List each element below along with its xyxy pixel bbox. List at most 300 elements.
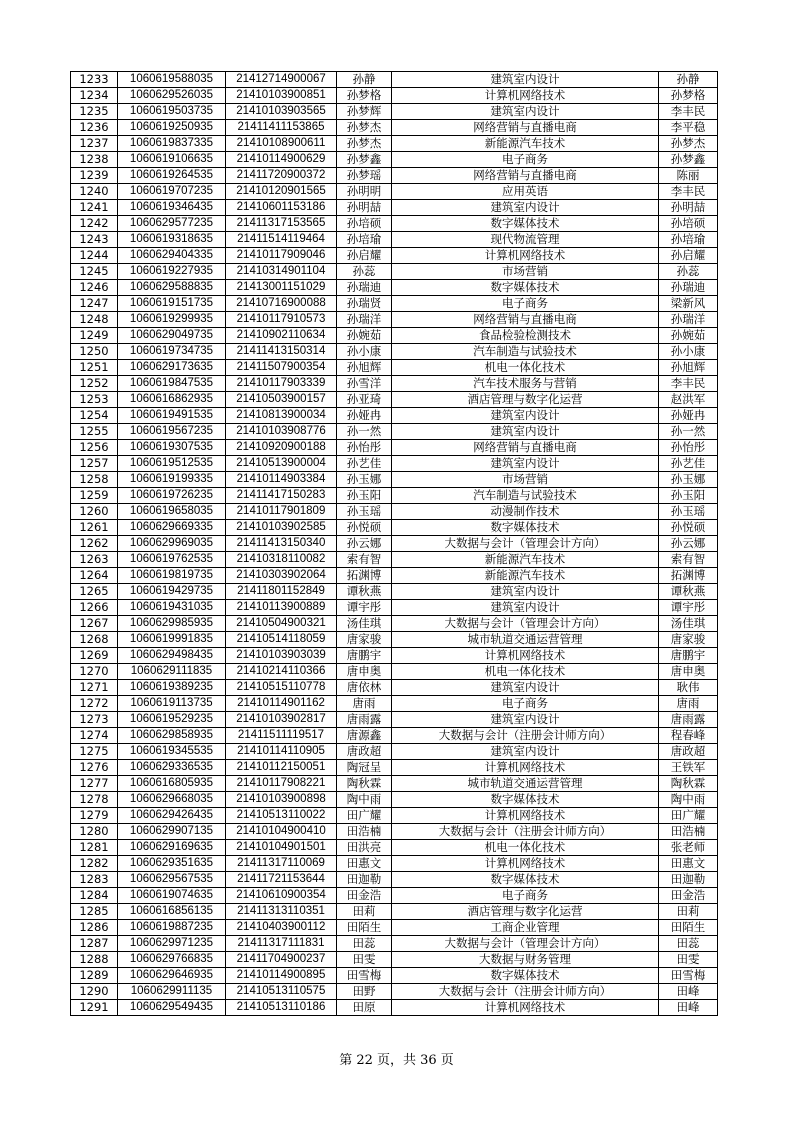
table-row: [71, 984, 718, 1000]
registration-number-cell: 21410515110778: [226, 680, 337, 696]
student-name-cell: 田陌生: [337, 920, 392, 936]
major-cell: 工商企业管理: [392, 920, 659, 936]
registration-number-cell: 21410104900410: [226, 824, 337, 840]
student-name-cell: 唐申奥: [337, 664, 392, 680]
row-number-cell: 1267: [71, 616, 118, 632]
exam-number-cell: 1060619074635: [118, 888, 226, 904]
major-cell: 食品检验检测技术: [392, 328, 659, 344]
contact-name-cell: 孙瑞洋: [659, 312, 718, 328]
major-cell: 建筑室内设计: [392, 72, 659, 88]
row-number-cell: 1268: [71, 632, 118, 648]
exam-number-cell: 1060619512535: [118, 456, 226, 472]
exam-number-cell: 1060629646935: [118, 968, 226, 984]
major-cell: 网络营销与直播电商: [392, 440, 659, 456]
student-name-cell: 孙瑞迪: [337, 280, 392, 296]
exam-number-cell: 1060619113735: [118, 696, 226, 712]
registration-number-cell: 21410114900895: [226, 968, 337, 984]
table-row: [71, 488, 718, 504]
registration-number-cell: 21410513110575: [226, 984, 337, 1000]
exam-number-cell: 1060619151735: [118, 296, 226, 312]
contact-name-cell: 孙云娜: [659, 536, 718, 552]
exam-number-cell: 1060629971235: [118, 936, 226, 952]
roster-table: [70, 71, 718, 1016]
registration-number-cell: 21410113900889: [226, 600, 337, 616]
major-cell: 数字媒体技术: [392, 968, 659, 984]
row-number-cell: 1255: [71, 424, 118, 440]
table-row: [71, 680, 718, 696]
contact-name-cell: 孙玉瑶: [659, 504, 718, 520]
row-number-cell: 1254: [71, 408, 118, 424]
contact-name-cell: 田雪梅: [659, 968, 718, 984]
contact-name-cell: 谭宇彤: [659, 600, 718, 616]
row-number-cell: 1277: [71, 776, 118, 792]
major-cell: 计算机网络技术: [392, 248, 659, 264]
registration-number-cell: 21410103900851: [226, 88, 337, 104]
student-name-cell: 唐雨: [337, 696, 392, 712]
exam-number-cell: 1060619250935: [118, 120, 226, 136]
registration-number-cell: 21410514118059: [226, 632, 337, 648]
major-cell: 城市轨道交通运营管理: [392, 632, 659, 648]
table-row: [71, 296, 718, 312]
student-name-cell: 孙娅冉: [337, 408, 392, 424]
exam-number-cell: 1060629351635: [118, 856, 226, 872]
major-cell: 新能源汽车技术: [392, 552, 659, 568]
exam-number-cell: 1060619588035: [118, 72, 226, 88]
contact-name-cell: 唐申奥: [659, 664, 718, 680]
major-cell: 新能源汽车技术: [392, 568, 659, 584]
student-name-cell: 孙一然: [337, 424, 392, 440]
contact-name-cell: 孙小康: [659, 344, 718, 360]
row-number-cell: 1288: [71, 952, 118, 968]
table-row: [71, 440, 718, 456]
exam-number-cell: 1060619106635: [118, 152, 226, 168]
exam-number-cell: 1060629911135: [118, 984, 226, 1000]
exam-number-cell: 1060629169635: [118, 840, 226, 856]
exam-number-cell: 1060629969035: [118, 536, 226, 552]
contact-name-cell: 孙怡彤: [659, 440, 718, 456]
exam-number-cell: 1060619847535: [118, 376, 226, 392]
row-number-cell: 1262: [71, 536, 118, 552]
exam-number-cell: 1060619567235: [118, 424, 226, 440]
exam-number-cell: 1060629577235: [118, 216, 226, 232]
table-row: [71, 360, 718, 376]
registration-number-cell: 21411317111831: [226, 936, 337, 952]
exam-number-cell: 1060629404335: [118, 248, 226, 264]
row-number-cell: 1286: [71, 920, 118, 936]
table-row: [71, 312, 718, 328]
registration-number-cell: 21410920900188: [226, 440, 337, 456]
major-cell: 酒店管理与数字化运营: [392, 904, 659, 920]
student-name-cell: 孙云娜: [337, 536, 392, 552]
exam-number-cell: 1060616862935: [118, 392, 226, 408]
row-number-cell: 1245: [71, 264, 118, 280]
exam-number-cell: 1060629669335: [118, 520, 226, 536]
registration-number-cell: 21410513900004: [226, 456, 337, 472]
registration-number-cell: 21410108900611: [226, 136, 337, 152]
row-number-cell: 1265: [71, 584, 118, 600]
contact-name-cell: 唐鹏宇: [659, 648, 718, 664]
registration-number-cell: 21412714900067: [226, 72, 337, 88]
row-number-cell: 1284: [71, 888, 118, 904]
contact-name-cell: 陈丽: [659, 168, 718, 184]
row-number-cell: 1264: [71, 568, 118, 584]
table-row: [71, 264, 718, 280]
major-cell: 建筑室内设计: [392, 712, 659, 728]
table-row: [71, 216, 718, 232]
table-row: [71, 408, 718, 424]
registration-number-cell: 21410117909046: [226, 248, 337, 264]
registration-number-cell: 21410610900354: [226, 888, 337, 904]
student-name-cell: 唐政超: [337, 744, 392, 760]
student-name-cell: 唐鹏宇: [337, 648, 392, 664]
registration-number-cell: 21411413150314: [226, 344, 337, 360]
major-cell: 数字媒体技术: [392, 520, 659, 536]
student-name-cell: 拓渊博: [337, 568, 392, 584]
row-number-cell: 1252: [71, 376, 118, 392]
major-cell: 电子商务: [392, 696, 659, 712]
student-name-cell: 孙静: [337, 72, 392, 88]
table-row: [71, 456, 718, 472]
contact-name-cell: 孙悦硕: [659, 520, 718, 536]
row-number-cell: 1233: [71, 72, 118, 88]
row-number-cell: 1234: [71, 88, 118, 104]
major-cell: 汽车制造与试验技术: [392, 488, 659, 504]
table-row: [71, 328, 718, 344]
contact-name-cell: 陶秋霖: [659, 776, 718, 792]
exam-number-cell: 1060629049735: [118, 328, 226, 344]
exam-number-cell: 1060619762535: [118, 552, 226, 568]
table-row: [71, 792, 718, 808]
exam-number-cell: 1060619503735: [118, 104, 226, 120]
major-cell: 数字媒体技术: [392, 872, 659, 888]
exam-number-cell: 1060629498435: [118, 648, 226, 664]
row-number-cell: 1246: [71, 280, 118, 296]
major-cell: 计算机网络技术: [392, 88, 659, 104]
contact-name-cell: 田峰: [659, 984, 718, 1000]
contact-name-cell: 田浩楠: [659, 824, 718, 840]
contact-name-cell: 孙培硕: [659, 216, 718, 232]
registration-number-cell: 21410813900034: [226, 408, 337, 424]
contact-name-cell: 程春峰: [659, 728, 718, 744]
contact-name-cell: 汤佳琪: [659, 616, 718, 632]
row-number-cell: 1248: [71, 312, 118, 328]
major-cell: 大数据与会计（注册会计师方向）: [392, 984, 659, 1000]
row-number-cell: 1281: [71, 840, 118, 856]
contact-name-cell: 田迦勒: [659, 872, 718, 888]
row-number-cell: 1291: [71, 1000, 118, 1016]
student-name-cell: 田金浩: [337, 888, 392, 904]
student-name-cell: 孙培硕: [337, 216, 392, 232]
contact-name-cell: 李丰民: [659, 376, 718, 392]
registration-number-cell: 21411704900237: [226, 952, 337, 968]
major-cell: 城市轨道交通运营管理: [392, 776, 659, 792]
major-cell: 建筑室内设计: [392, 680, 659, 696]
major-cell: 机电一体化技术: [392, 664, 659, 680]
contact-name-cell: 耿伟: [659, 680, 718, 696]
table-row: [71, 472, 718, 488]
major-cell: 应用英语: [392, 184, 659, 200]
major-cell: 网络营销与直播电商: [392, 312, 659, 328]
exam-number-cell: 1060619819735: [118, 568, 226, 584]
major-cell: 动漫制作技术: [392, 504, 659, 520]
exam-number-cell: 1060629173635: [118, 360, 226, 376]
exam-number-cell: 1060629526035: [118, 88, 226, 104]
exam-number-cell: 1060629985935: [118, 616, 226, 632]
exam-number-cell: 1060629858935: [118, 728, 226, 744]
row-number-cell: 1238: [71, 152, 118, 168]
student-name-cell: 唐依林: [337, 680, 392, 696]
registration-number-cell: 21410117901809: [226, 504, 337, 520]
student-name-cell: 孙梦杰: [337, 136, 392, 152]
major-cell: 大数据与会计（管理会计方向）: [392, 616, 659, 632]
table-row: [71, 536, 718, 552]
major-cell: 计算机网络技术: [392, 856, 659, 872]
contact-name-cell: 孙婉茹: [659, 328, 718, 344]
exam-number-cell: 1060619529235: [118, 712, 226, 728]
table-row: [71, 88, 718, 104]
exam-number-cell: 1060619658035: [118, 504, 226, 520]
exam-number-cell: 1060629588835: [118, 280, 226, 296]
row-number-cell: 1280: [71, 824, 118, 840]
table-row: [71, 552, 718, 568]
row-number-cell: 1257: [71, 456, 118, 472]
student-name-cell: 孙婉茹: [337, 328, 392, 344]
row-number-cell: 1273: [71, 712, 118, 728]
major-cell: 酒店管理与数字化运营: [392, 392, 659, 408]
contact-name-cell: 孙明喆: [659, 200, 718, 216]
contact-name-cell: 孙娅冉: [659, 408, 718, 424]
major-cell: 市场营销: [392, 472, 659, 488]
contact-name-cell: 孙培瑜: [659, 232, 718, 248]
table-row: [71, 184, 718, 200]
exam-number-cell: 1060629668035: [118, 792, 226, 808]
table-row: [71, 616, 718, 632]
exam-number-cell: 1060619346435: [118, 200, 226, 216]
exam-number-cell: 1060629426435: [118, 808, 226, 824]
table-row: [71, 648, 718, 664]
table-row: [71, 200, 718, 216]
exam-number-cell: 1060629567535: [118, 872, 226, 888]
registration-number-cell: 21410513110022: [226, 808, 337, 824]
contact-name-cell: 唐雨露: [659, 712, 718, 728]
table-row: [71, 280, 718, 296]
major-cell: 汽车技术服务与营销: [392, 376, 659, 392]
contact-name-cell: 梁新风: [659, 296, 718, 312]
row-number-cell: 1282: [71, 856, 118, 872]
table-row: [71, 168, 718, 184]
student-name-cell: 孙玉瑶: [337, 504, 392, 520]
table-row: [71, 584, 718, 600]
exam-number-cell: 1060619726235: [118, 488, 226, 504]
table-row: [71, 712, 718, 728]
table-row: [71, 696, 718, 712]
contact-name-cell: 索有智: [659, 552, 718, 568]
student-name-cell: 孙亚琦: [337, 392, 392, 408]
exam-number-cell: 1060619991835: [118, 632, 226, 648]
registration-number-cell: 21410716900088: [226, 296, 337, 312]
student-name-cell: 孙梦辉: [337, 104, 392, 120]
contact-name-cell: 李丰民: [659, 104, 718, 120]
row-number-cell: 1244: [71, 248, 118, 264]
registration-number-cell: 21410117903339: [226, 376, 337, 392]
row-number-cell: 1249: [71, 328, 118, 344]
major-cell: 网络营销与直播电商: [392, 168, 659, 184]
contact-name-cell: 田金浩: [659, 888, 718, 904]
table-row: [71, 424, 718, 440]
contact-name-cell: 孙玉阳: [659, 488, 718, 504]
student-name-cell: 田莉: [337, 904, 392, 920]
student-name-cell: 唐源鑫: [337, 728, 392, 744]
major-cell: 网络营销与直播电商: [392, 120, 659, 136]
exam-number-cell: 1060629111835: [118, 664, 226, 680]
exam-number-cell: 1060619318635: [118, 232, 226, 248]
major-cell: 计算机网络技术: [392, 648, 659, 664]
exam-number-cell: 1060619307535: [118, 440, 226, 456]
contact-name-cell: 唐政超: [659, 744, 718, 760]
row-number-cell: 1251: [71, 360, 118, 376]
contact-name-cell: 李平稳: [659, 120, 718, 136]
student-name-cell: 孙艺佳: [337, 456, 392, 472]
table-row: [71, 808, 718, 824]
table-row: [71, 840, 718, 856]
table-row: [71, 392, 718, 408]
table-row: [71, 632, 718, 648]
contact-name-cell: 孙梦鑫: [659, 152, 718, 168]
table-row: [71, 856, 718, 872]
registration-number-cell: 21411317153565: [226, 216, 337, 232]
row-number-cell: 1256: [71, 440, 118, 456]
student-name-cell: 孙玉娜: [337, 472, 392, 488]
student-name-cell: 孙玉阳: [337, 488, 392, 504]
contact-name-cell: 李丰民: [659, 184, 718, 200]
student-name-cell: 田雪梅: [337, 968, 392, 984]
table-row: [71, 152, 718, 168]
table-row: [71, 104, 718, 120]
row-number-cell: 1271: [71, 680, 118, 696]
row-number-cell: 1289: [71, 968, 118, 984]
row-number-cell: 1266: [71, 600, 118, 616]
table-row: [71, 872, 718, 888]
exam-number-cell: 1060619887235: [118, 920, 226, 936]
contact-name-cell: 田陌生: [659, 920, 718, 936]
major-cell: 大数据与会计（注册会计师方向）: [392, 824, 659, 840]
row-number-cell: 1263: [71, 552, 118, 568]
student-name-cell: 孙悦硕: [337, 520, 392, 536]
registration-number-cell: 21410103902817: [226, 712, 337, 728]
exam-number-cell: 1060619345535: [118, 744, 226, 760]
student-name-cell: 孙怡彤: [337, 440, 392, 456]
contact-name-cell: 孙艺佳: [659, 456, 718, 472]
exam-number-cell: 1060619431035: [118, 600, 226, 616]
row-number-cell: 1243: [71, 232, 118, 248]
student-name-cell: 田雯: [337, 952, 392, 968]
contact-name-cell: 孙玉娜: [659, 472, 718, 488]
registration-number-cell: 21410104901501: [226, 840, 337, 856]
student-name-cell: 田迦勒: [337, 872, 392, 888]
major-cell: 现代物流管理: [392, 232, 659, 248]
major-cell: 数字媒体技术: [392, 280, 659, 296]
registration-number-cell: 21410114903384: [226, 472, 337, 488]
row-number-cell: 1247: [71, 296, 118, 312]
exam-number-cell: 1060619734735: [118, 344, 226, 360]
row-number-cell: 1239: [71, 168, 118, 184]
contact-name-cell: 赵洪军: [659, 392, 718, 408]
major-cell: 计算机网络技术: [392, 808, 659, 824]
major-cell: 机电一体化技术: [392, 360, 659, 376]
major-cell: 数字媒体技术: [392, 216, 659, 232]
exam-number-cell: 1060619199335: [118, 472, 226, 488]
table-row: [71, 344, 718, 360]
registration-number-cell: 21411313110351: [226, 904, 337, 920]
student-name-cell: 孙启耀: [337, 248, 392, 264]
row-number-cell: 1269: [71, 648, 118, 664]
exam-number-cell: 1060619299935: [118, 312, 226, 328]
registration-number-cell: 21410103903565: [226, 104, 337, 120]
row-number-cell: 1236: [71, 120, 118, 136]
table-row: [71, 744, 718, 760]
student-name-cell: 唐雨露: [337, 712, 392, 728]
student-name-cell: 田野: [337, 984, 392, 1000]
registration-number-cell: 21410318110082: [226, 552, 337, 568]
registration-number-cell: 21410103900898: [226, 792, 337, 808]
registration-number-cell: 21410314901104: [226, 264, 337, 280]
exam-number-cell: 1060619491535: [118, 408, 226, 424]
student-name-cell: 陶秋霖: [337, 776, 392, 792]
student-name-cell: 孙雪洋: [337, 376, 392, 392]
registration-number-cell: 21411507900354: [226, 360, 337, 376]
exam-number-cell: 1060619707235: [118, 184, 226, 200]
row-number-cell: 1237: [71, 136, 118, 152]
major-cell: 建筑室内设计: [392, 744, 659, 760]
major-cell: 电子商务: [392, 152, 659, 168]
major-cell: 建筑室内设计: [392, 456, 659, 472]
major-cell: 大数据与会计（管理会计方向）: [392, 936, 659, 952]
registration-number-cell: 21410601153186: [226, 200, 337, 216]
major-cell: 大数据与财务管理: [392, 952, 659, 968]
registration-number-cell: 21411511119517: [226, 728, 337, 744]
contact-name-cell: 田雯: [659, 952, 718, 968]
exam-number-cell: 1060619837335: [118, 136, 226, 152]
row-number-cell: 1278: [71, 792, 118, 808]
student-name-cell: 田原: [337, 1000, 392, 1016]
contact-name-cell: 孙启耀: [659, 248, 718, 264]
registration-number-cell: 21410513110186: [226, 1000, 337, 1016]
major-cell: 建筑室内设计: [392, 408, 659, 424]
exam-number-cell: 1060619429735: [118, 584, 226, 600]
major-cell: 计算机网络技术: [392, 1000, 659, 1016]
row-number-cell: 1258: [71, 472, 118, 488]
contact-name-cell: 王铁军: [659, 760, 718, 776]
registration-number-cell: 21410114901162: [226, 696, 337, 712]
row-number-cell: 1242: [71, 216, 118, 232]
table-row: [71, 824, 718, 840]
row-number-cell: 1276: [71, 760, 118, 776]
contact-name-cell: 陶中雨: [659, 792, 718, 808]
registration-number-cell: 21410103903039: [226, 648, 337, 664]
row-number-cell: 1279: [71, 808, 118, 824]
student-name-cell: 陶冠呈: [337, 760, 392, 776]
table-row: [71, 776, 718, 792]
registration-number-cell: 21411720900372: [226, 168, 337, 184]
student-name-cell: 孙明喆: [337, 200, 392, 216]
major-cell: 建筑室内设计: [392, 600, 659, 616]
major-cell: 汽车制造与试验技术: [392, 344, 659, 360]
major-cell: 大数据与会计（注册会计师方向）: [392, 728, 659, 744]
row-number-cell: 1259: [71, 488, 118, 504]
student-name-cell: 孙梦瑶: [337, 168, 392, 184]
student-name-cell: 唐家骏: [337, 632, 392, 648]
exam-number-cell: 1060629907135: [118, 824, 226, 840]
